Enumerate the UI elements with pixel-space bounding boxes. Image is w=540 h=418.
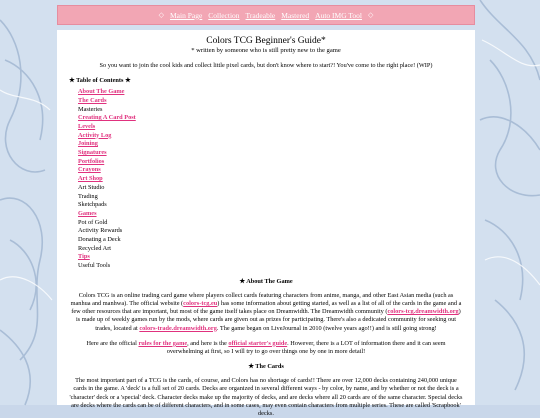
about-paragraph-2: Here are the official rules for the game, and here is the official starter's guide. However, there is a LOT of information there and it can seem overwhelming at first, so I will try to go over things one by one in more detail!: [86, 339, 446, 355]
toc-label: Pot of Gold: [78, 218, 108, 226]
colors-tcg-link[interactable]: colors-tcg.eu: [183, 300, 218, 308]
trade-community-link[interactable]: colors-trade.dreamwidth.org: [139, 324, 217, 332]
about-paragraph-1: Colors TCG is an online trading card game where players collect cards featuring characters from anime, manga, and other East Asian media (such as manhua and manhwa). The official website (colors-tcg.eu) has some information about getting started, as well as a list of all of the cards in the game and a few other resources that are important, but most of the game itself takes place on Dreamwidth. The Dreamwidth community (colors-tcg.dreamwidth.org) is made up of weekly games run by the mods, where cards are given out as prizes for participating. There's also a dedicated community for seeking out trades, located at colors-trade.dreamwidth.org. The game began on LiveJournal in 2010 (twelve years ago!!) and is still going strong!: [70, 291, 462, 332]
toc-item: [78, 193, 463, 202]
toc-item: [78, 175, 463, 184]
toc-link[interactable]: Creating A Card Post: [78, 114, 136, 122]
nav-diamond-icon: ◇: [158, 11, 164, 19]
toc-link[interactable]: Portfolios: [78, 157, 105, 165]
toc-label: Sketchpads: [78, 201, 107, 209]
toc-item: [78, 227, 463, 236]
toc-label: Recycled Art: [78, 244, 112, 252]
toc-item: [78, 210, 463, 219]
main-content: [57, 30, 475, 417]
nav-tradeable[interactable]: Tradeable: [245, 10, 276, 20]
toc-item: [78, 149, 463, 158]
toc-item: [78, 184, 463, 193]
toc-link[interactable]: Games: [78, 209, 97, 217]
toc-label: Donating a Deck: [78, 235, 121, 243]
toc-link[interactable]: Joining: [78, 140, 98, 148]
toc-link[interactable]: Activity Log: [78, 131, 112, 139]
toc-link[interactable]: The Cards: [78, 96, 107, 104]
toc-item: [78, 88, 463, 97]
toc-item: [78, 140, 463, 149]
toc-label: Activity Rewards: [78, 227, 123, 235]
nav-diamond-icon: ◇: [368, 11, 374, 19]
toc-item: [78, 132, 463, 141]
table-of-contents: [78, 88, 463, 270]
toc-link[interactable]: Crayons: [78, 166, 101, 174]
toc-item: [78, 201, 463, 210]
starters-guide-link[interactable]: official starter's guide: [228, 339, 288, 347]
page-title: Colors TCG Beginner's Guide*: [206, 36, 326, 46]
toc-item: [78, 106, 463, 115]
toc-item: [78, 253, 463, 262]
nav-main-page[interactable]: Main Page: [169, 10, 203, 20]
toc-link[interactable]: Levels: [78, 123, 96, 131]
toc-link[interactable]: About The Game: [78, 88, 125, 96]
toc-link[interactable]: Tips: [78, 253, 90, 261]
toc-link[interactable]: Art Shop: [78, 175, 103, 183]
toc-link[interactable]: Signatures: [78, 149, 107, 157]
toc-item: [78, 158, 463, 167]
dreamwidth-community-link[interactable]: colors-tcg.dreamwidth.org: [387, 308, 459, 316]
nav-mastered[interactable]: Mastered: [281, 10, 310, 20]
toc-item: [78, 123, 463, 132]
cards-paragraph-1: The most important part of a TCG is the cards, of course, and Colors has no shortage of cards!! There are over 12,000 decks containing 240,000 unique cards in the game. A 'deck' is a full set of 20 cards. Decks are organized in several different ways - by color, by name, and by whether or not the deck is a 'character' deck or a 'special' deck. Character decks make up the majority of decks, and are decks where all 20 cards are of the same character. Special decks are decks where the cards can be of different characters, and in some cases, may even contain characters from multiple series. These are called 'Scrapbook' decks.: [69, 377, 463, 417]
nav-collection[interactable]: Collection: [208, 10, 240, 20]
nav-auto-img-tool[interactable]: Auto IMG Tool: [315, 10, 362, 20]
toc-label: Trading: [78, 192, 98, 200]
rules-link[interactable]: rules for the game: [138, 339, 188, 347]
toc-item: [78, 219, 463, 228]
toc-label: Art Studio: [78, 183, 105, 191]
toc-label: Masteries: [78, 105, 103, 113]
toc-label: Useful Tools: [78, 262, 111, 270]
top-navigation: [57, 5, 475, 25]
toc-item: [78, 114, 463, 123]
toc-item: [78, 236, 463, 245]
toc-item: [78, 262, 463, 271]
toc-item: [78, 245, 463, 254]
toc-item: [78, 166, 463, 175]
cards-heading: ★ The Cards: [248, 363, 284, 371]
toc-heading: ★ Table of Contents ★: [69, 77, 131, 85]
about-heading: ★ About The Game: [239, 277, 293, 285]
intro-text: So you want to join the cool kids and collect little pixel cards, but don't know where to start?! You've come to the right place! (WIP): [99, 61, 433, 69]
toc-item: [78, 97, 463, 106]
page-subtitle: * written by someone who is still pretty new to the game: [191, 47, 341, 55]
